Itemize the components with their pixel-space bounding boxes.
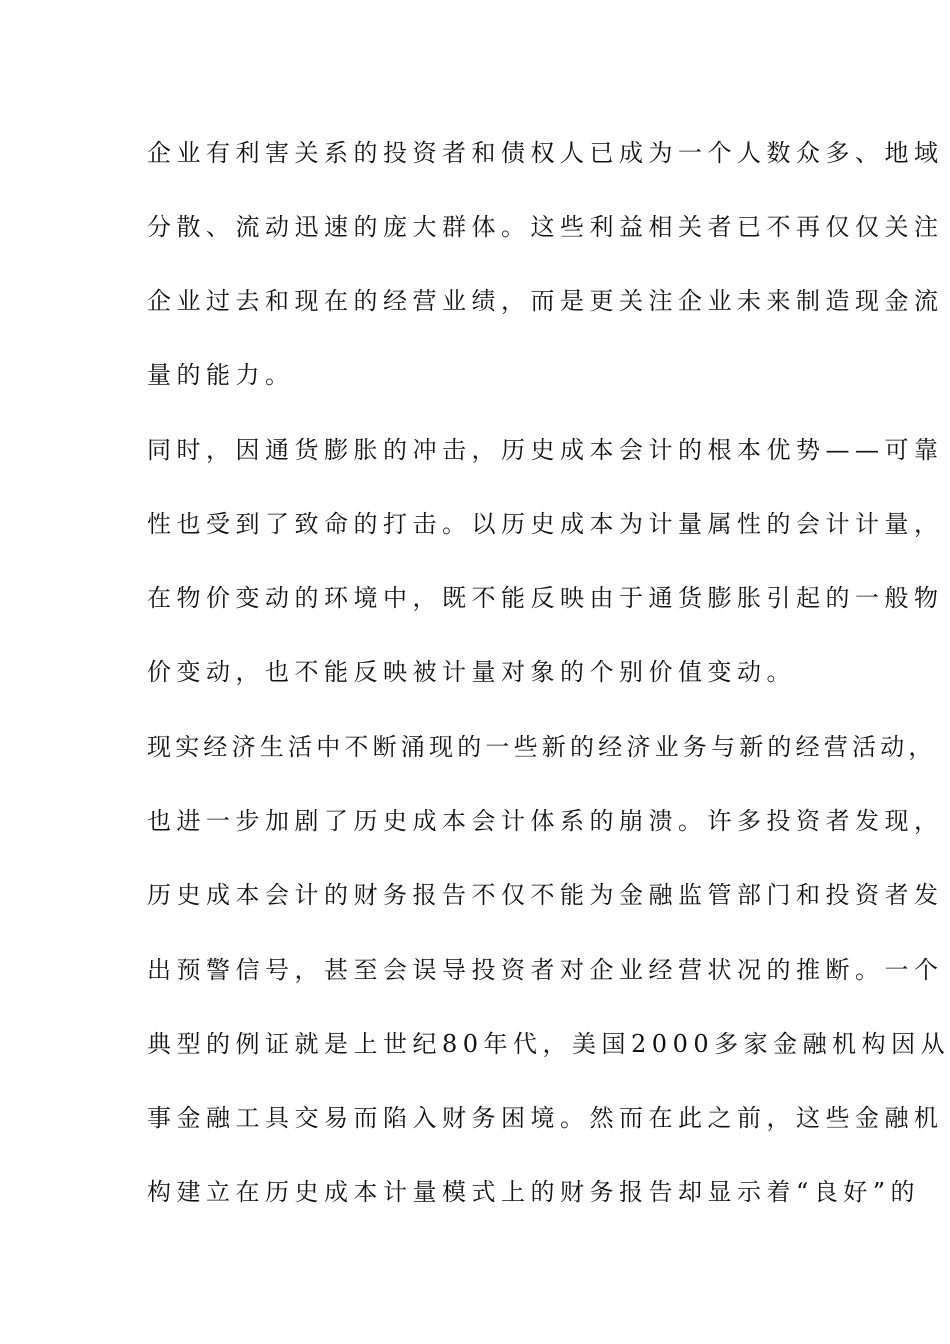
text-line: 现实经济生活中不断涌现的一些新的经济业务与新的经营活动， [147, 733, 937, 761]
text-line: 构建立在历史成本计量模式上的财务报告却显示着“良好”的 [147, 1178, 921, 1206]
text-line: 分散、流动迅速的庞大群体。这些利益相关者已不再仅仅关注 [147, 213, 944, 241]
text-line: 也进一步加剧了历史成本会计体系的崩溃。许多投资者发现， [147, 807, 944, 835]
text-line: 企业有利害关系的投资者和债权人已成为一个人数众多、地域 [147, 139, 944, 167]
text-line: 价变动，也不能反映被计量对象的个别价值变动。 [147, 658, 796, 686]
text-line: 在物价变动的环境中，既不能反映由于通货膨胀引起的一般物 [147, 584, 944, 612]
text-line: 性也受到了致命的打击。以历史成本为计量属性的会计计量， [147, 510, 944, 538]
text-line: 同时，因通货膨胀的冲击，历史成本会计的根本优势——可靠 [147, 436, 944, 464]
text-line: 量的能力。 [147, 361, 295, 389]
text-line: 出预警信号，甚至会误导投资者对企业经营状况的推断。一个 [147, 956, 944, 984]
text-line: 企业过去和现在的经营业绩，而是更关注企业未来制造现金流 [147, 287, 944, 315]
text-line: 典型的例证就是上世纪80年代，美国2000多家金融机构因从 [147, 1030, 950, 1058]
text-line: 历史成本会计的财务报告不仅不能为金融监管部门和投资者发 [147, 881, 944, 909]
text-line: 事金融工具交易而陷入财务困境。然而在此之前，这些金融机 [147, 1104, 944, 1132]
